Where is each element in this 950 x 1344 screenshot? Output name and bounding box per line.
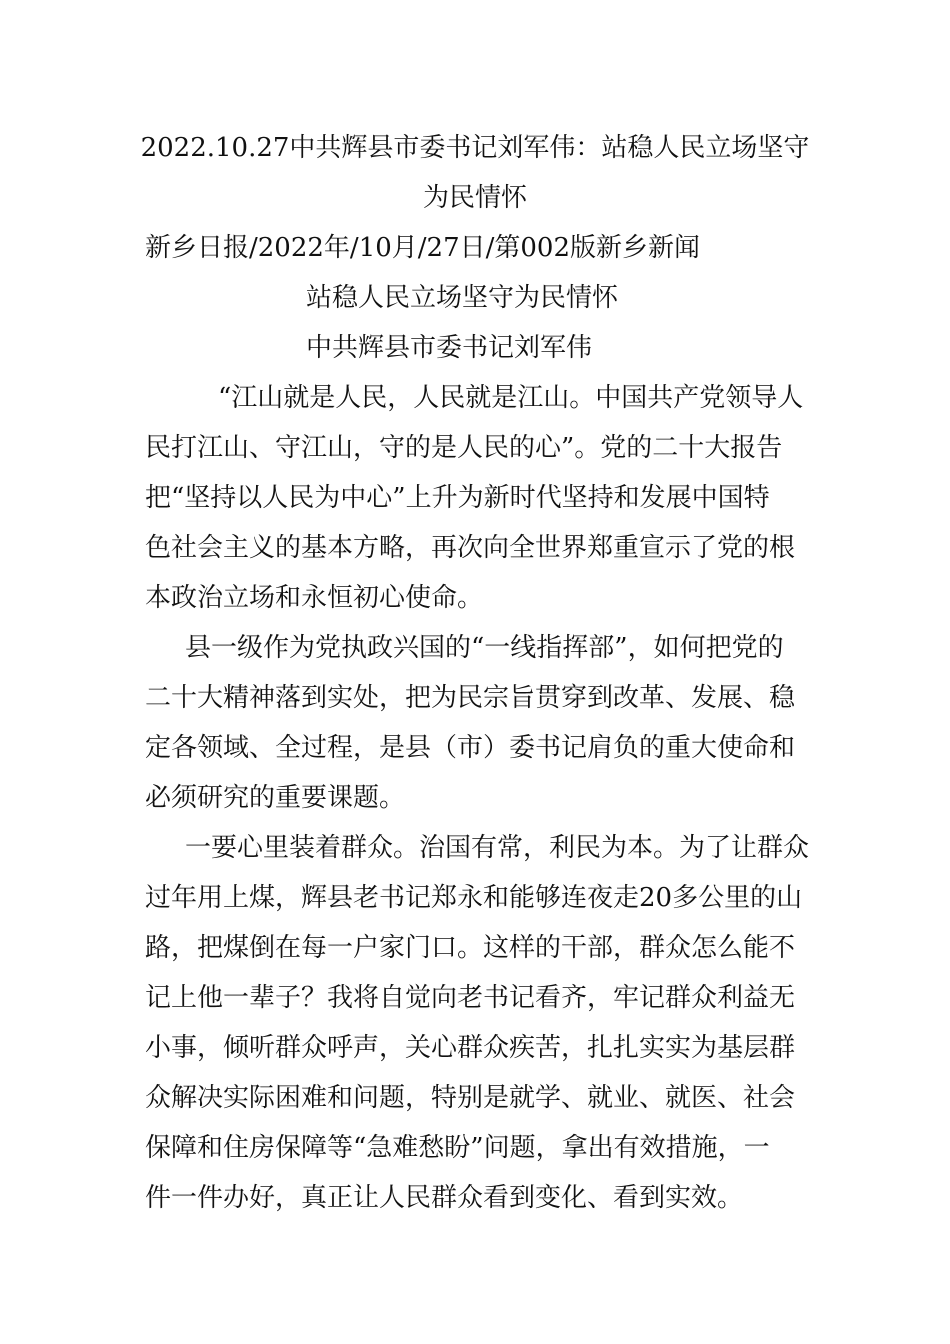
article-title-line-1: 2022.10.27中共辉县市委书记刘军伟：站稳人民立场坚守 [140,133,810,163]
paragraph-3-line-5: 小事，倾听群众呼声，关心群众疾苦，扎扎实实为基层群 [145,1033,796,1063]
paragraph-2-line-3: 定各领域、全过程，是县（市）委书记肩负的重大使命和 [145,733,796,763]
paragraph-1-line-4: 色社会主义的基本方略，再次向全世界郑重宣示了党的根 [145,533,796,563]
paragraph-3-line-4: 记上他一辈子？我将自觉向老书记看齐，牢记群众利益无 [145,983,796,1013]
paragraph-1-line-5: 本政治立场和永恒初心使命。 [145,583,484,613]
paragraph-1-line-2: 民打江山、守江山，守的是人民的心”。党的二十大报告 [145,433,783,463]
paragraph-2-line-2: 二十大精神落到实处，把为民宗旨贯穿到改革、发展、稳 [145,683,796,713]
paragraph-2-line-1: 县一级作为党执政兴国的“一线指挥部”，如何把党的 [185,633,784,663]
paragraph-3-line-6: 众解决实际困难和问题，特别是就学、就业、就医、社会 [145,1083,796,1113]
paragraph-3-line-1: 一要心里装着群众。治国有常，利民为本。为了让群众 [185,833,810,863]
paragraph-3-line-7: 保障和住房保障等“急难愁盼”问题，拿出有效措施，一 [145,1133,770,1163]
paragraph-2-line-4: 必须研究的重要课题。 [145,783,406,813]
source-line: 新乡日报/2022年/10月/27日/第002版新乡新闻 [145,233,701,263]
paragraph-3-line-3: 路，把煤倒在每一户家门口。这样的干部，群众怎么能不 [145,933,796,963]
article-author: 中共辉县市委书记刘军伟 [306,333,593,363]
paragraph-1-line-1: “江山就是人民，人民就是江山。中国共产党领导人 [218,383,804,413]
paragraph-3-line-8: 件一件办好，真正让人民群众看到变化、看到实效。 [145,1183,744,1213]
article-title-line-2: 为民情怀 [422,183,527,213]
paragraph-1-line-3: 把“坚持以人民为中心”上升为新时代坚持和发展中国特 [145,483,770,513]
paragraph-3-line-2: 过年用上煤，辉县老书记郑永和能够连夜走20多公里的山 [145,883,803,913]
article-subtitle: 站稳人民立场坚守为民情怀 [306,283,619,313]
